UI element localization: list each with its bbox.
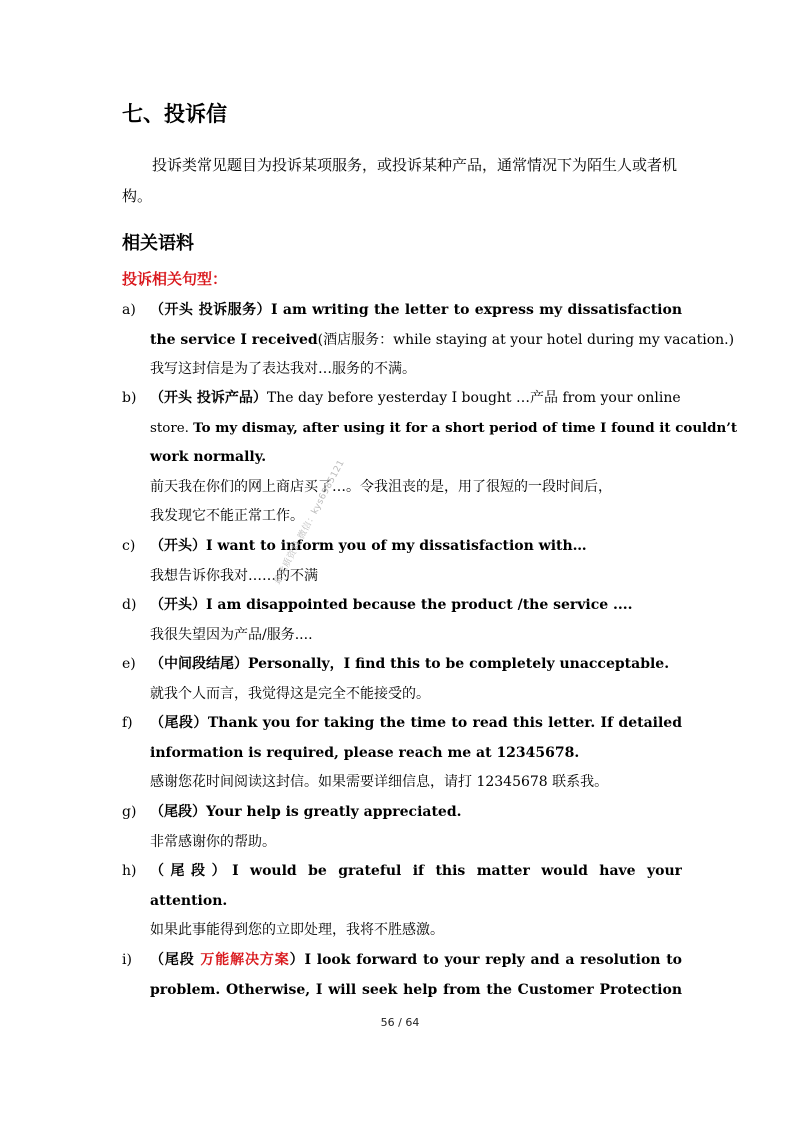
item-tag-highlight: 万能解决方案 [200, 952, 290, 968]
list-item-h [122, 857, 682, 946]
item-tag: （尾段） [150, 715, 208, 731]
item-english: To my dismay, after using it for a short period of time I found it couldn’t [193, 419, 738, 436]
item-tag: （开头） [150, 538, 206, 554]
item-chinese: 我想告诉你我对……的不满 [150, 567, 318, 584]
item-tag: （开头 投诉服务） [150, 302, 272, 318]
item-english: (酒店服务：while staying at your hotel during my vacation.) [317, 331, 735, 348]
item-chinese: 就我个人而言，我觉得这是完全不能接受的。 [150, 685, 430, 702]
item-english: I want to inform you of my dissatisfaction with… [206, 538, 587, 554]
list-item-g [122, 798, 682, 857]
list-item-i [122, 946, 682, 1005]
item-marker: c) [122, 538, 136, 554]
item-english: I am writing the letter to express my dissatisfaction [271, 302, 682, 318]
item-tag: （尾段） [150, 863, 233, 879]
item-english: Personally，I find this to be completely unacceptable. [248, 656, 670, 672]
item-chinese: 我很失望因为产品/服务.... [150, 626, 313, 643]
item-english: store. [150, 420, 189, 436]
section-title: 七、投诉信 [122, 102, 227, 126]
item-marker: i) [122, 952, 132, 968]
item-english: information is required, please reach me at 12345678. [150, 744, 580, 761]
list-item-a [122, 296, 735, 385]
intro-paragraph: 投诉类常见题目为投诉某项服务，或投诉某种产品，通常情况下为陌生人或者机构。 [122, 156, 678, 205]
list-item-c [122, 532, 682, 591]
item-english: I would be grateful if this matter would have your [232, 863, 682, 879]
item-tag: （开头） [150, 597, 206, 613]
sentence-patterns-heading: 投诉相关句型： [122, 270, 228, 288]
item-chinese: 非常感谢你的帮助。 [150, 833, 276, 850]
item-tag: （中间段结尾） [150, 656, 248, 672]
item-marker: f) [122, 715, 133, 731]
item-english: the service I received [150, 331, 318, 348]
item-chinese: 我写这封信是为了表达我对…服务的不满。 [150, 361, 416, 377]
item-marker: d) [122, 597, 137, 613]
item-tag: （开头 投诉产品） [150, 390, 267, 406]
item-tag: （尾段） [150, 804, 206, 820]
item-english: problem. Otherwise, I will seek help from the Customer Protection [150, 981, 682, 998]
list-item-d [122, 591, 682, 650]
item-tag: ） [289, 952, 305, 968]
item-marker: g) [122, 804, 137, 820]
item-marker: b) [122, 390, 137, 406]
item-marker: e) [122, 656, 136, 672]
list-item-b [122, 384, 738, 532]
item-tag: （尾段 [150, 952, 201, 968]
item-english: The day before yesterday I bought …产品 from your online [266, 390, 681, 406]
item-english: I look forward to your reply and a resolution to [304, 952, 682, 968]
watermark: 最优质资料 微信：kys6985121 [272, 458, 347, 587]
item-english: I am disappointed because the product /the service .... [206, 597, 633, 613]
item-chinese: 如果此事能得到您的立即处理，我将不胜感激。 [150, 922, 444, 938]
item-english: work normally. [150, 449, 267, 465]
item-chinese: 我发现它不能正常工作。 [150, 508, 304, 524]
item-english: Thank you for taking the time to read this letter. If detailed [207, 715, 682, 731]
item-english: Your help is greatly appreciated. [206, 804, 462, 820]
sub-title: 相关语料 [122, 233, 194, 254]
list-item-f [122, 709, 682, 798]
item-english: attention. [150, 892, 228, 909]
item-marker: h) [122, 863, 137, 879]
item-chinese: 前天我在你们的网上商店买了…。令我沮丧的是，用了很短的一段时间后， [150, 478, 612, 495]
item-marker: a) [122, 302, 136, 318]
list-item-e [122, 650, 682, 709]
page-number: 56 / 64 [380, 1016, 420, 1029]
item-chinese: 感谢您花时间阅读这封信。如果需要详细信息，请打 12345678 联系我。 [150, 774, 609, 790]
